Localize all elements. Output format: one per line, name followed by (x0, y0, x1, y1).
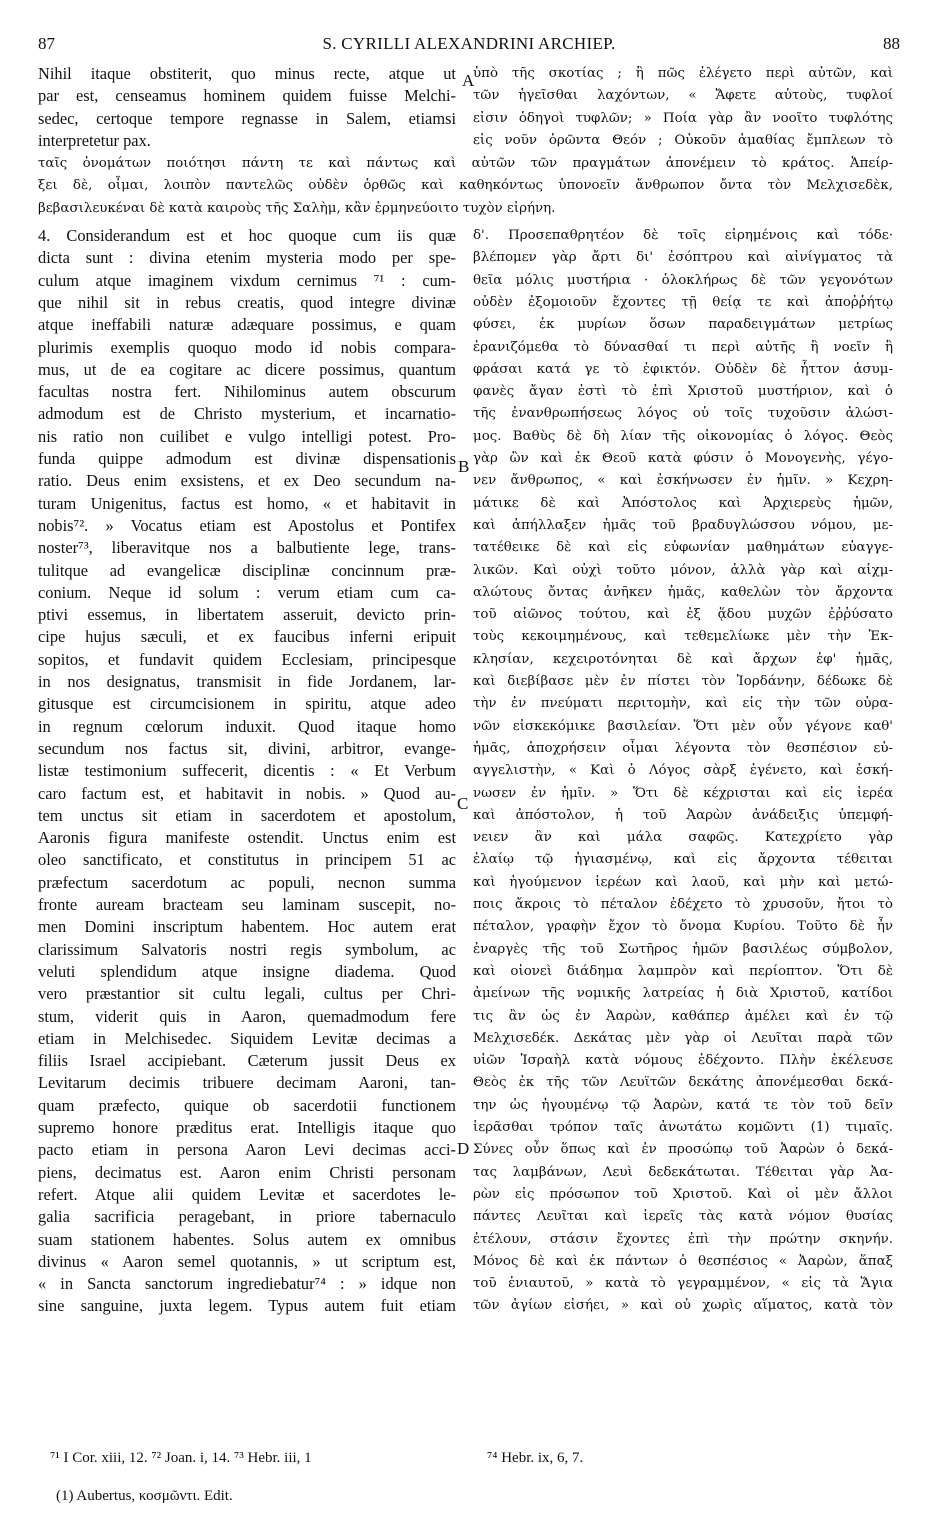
greek-main-line: τοῦ αἰῶνος τούτου, καὶ ἐξ ᾅδου μυχῶν ἐῤῥύσατο (473, 607, 893, 623)
latin-main-line: quam præfecto, quique ob sacerdotii functionem (38, 1095, 456, 1115)
greek-top-line: εἰσιν ὁδηγοὶ τυφλῶν; » Ποία γὰρ ἂν νοοῖτο τυφλότης (473, 110, 893, 126)
latin-main-line: noster⁷³, liberavitque nos a balbutiente lege, trans- (38, 538, 456, 558)
latin-main-line: ratio. Deus enim exsistens, et ex Deo secundum na- (38, 471, 456, 491)
latin-main-line: clarissimum Salvatoris nostri regis symbolum, ac (38, 939, 456, 959)
latin-main-line: secundum nos factus sit, divini, arbitror, evange- (38, 738, 456, 758)
margin-marker-b: B (458, 457, 470, 476)
greek-main-line: γὰρ ὢν καὶ ἐκ Θεοῦ κατὰ φύσιν ὁ Μονογενὴς, γέγο- (473, 451, 893, 466)
greek-main-line: ἐναργὲς τῆς τοῦ Σωτῆρος ἡμῶν βασιλέως σύμβολον, (473, 941, 893, 957)
greek-main-line: νῶν εἰσκεκόμικε βασιλείαν. Ὅτι μὲν οὖν γέγονε καθ' (473, 718, 893, 734)
greek-main-line: ἀμείνων τῆς νομικῆς λατρείας ἡ διὰ Χριστοῦ, κατίδοι (473, 986, 893, 1002)
greek-main-line: υἱῶν Ἰσραὴλ κατὰ νόμους ἐδέχοντο. Πλὴν ἐκέλευσε (473, 1053, 893, 1069)
latin-main-line: refert. Atque alii quidem Levitæ et sacerdotes le- (38, 1184, 456, 1204)
greek-main-line: την ὡς ἡγουμένῳ τῷ Ἀαρὼν, κατά τε τὸν τοῦ δεῖν (473, 1097, 893, 1113)
latin-main-line: conium. Neque id solum : verum etiam cum ca- (38, 582, 456, 602)
latin-main-line: præfectum sacerdotum ac populi, necnon summa (38, 872, 456, 892)
latin-main-line: men Domini inscriptum habentem. Hoc autem erat (38, 917, 456, 937)
latin-main-line: que nihil sit in rebus creatis, quod integre divinæ (38, 292, 456, 312)
greek-main-line: φράσαι κατά γε τὸ ἐφικτόν. Οὐδὲν δὲ ἧττον ἀσυμ- (473, 361, 893, 377)
latin-main-line: atque ineffabili naturæ adæquare possimus, e quam (38, 315, 456, 335)
greek-main-line: κλησίαν, κεχειροτόνηται δὲ καὶ ἄρχων ἐφ' ἡμᾶς, (473, 651, 893, 667)
latin-main-line: in nos designatus, transmisit in fide Jordanem, lar- (38, 672, 456, 691)
latin-main-line: mus, ut de ea cogitare ac dicere possimus, quantum (38, 359, 456, 379)
greek-main-line: δ'. Προσεπαθρητέον δὲ τοῖς εἰρημένοις καὶ τόδε· (473, 228, 893, 243)
greek-main-line: τῶν ἁγίων εἰσήει, » καὶ οὐ χωρὶς αἵματος, κατὰ τὸν (473, 1298, 893, 1314)
greek-main-line: μάτικε δὲ καὶ Ἀπόστολος καὶ Ἀρχιερεὺς ἡμῶν, (473, 495, 893, 511)
latin-main-line: oleo sanctificato, et constitutus in principem 51 ac (38, 850, 456, 870)
running-header (38, 34, 900, 58)
latin-main-line: tem unctus sit etiam in sacerdotem et apostolum, (38, 805, 456, 825)
latin-main-line: « in Sancta sanctorum ingrediebatur⁷⁴ : » idque non (38, 1274, 456, 1294)
margin-marker-c: C (457, 794, 469, 813)
greek-full-line: ταῖς ὀνομάτων ποιότησι πάντη τε καὶ πάντως καὶ αὐτῶν τῶν πραγμάτων ἀπονέμειν τὸ κράτος. Ἀπείρ- (38, 156, 893, 171)
footnotes-right: ⁷⁴ Hebr. ix, 6, 7. (487, 1450, 584, 1466)
greek-main-line: ἡμᾶς, ἀποχρήσειν οἶμαι λέγοντα τὸν θεσπέσιον εὐ- (473, 740, 893, 756)
latin-main-line: listæ testimonium suffecerit, dicentis : « Et Verbum (38, 761, 456, 781)
latin-main-line: facultas nostra fert. Nihilominus autem obscurum (38, 382, 456, 402)
greek-main-line: ἱερᾶσθαι τρόπον ταῖς ἀνωτάτω κομῶντι (1) τιμαῖς. (473, 1120, 893, 1135)
footnotes-left: ⁷¹ I Cor. xiii, 12. ⁷² Joan. i, 14. ⁷³ Hebr. iii, 1 (50, 1450, 312, 1466)
latin-main-line: caro factum est, et habitavit in nobis. » Quod au- (38, 783, 456, 803)
greek-main-line: φανὲς ἄγαν ἐστὶ τὸ ἐπὶ Χριστοῦ μυστήριον, καὶ ὁ (473, 384, 893, 400)
greek-full-line: ξει δὲ, οἶμαι, λοιπὸν παντελῶς οὐδὲν ὀρθῶς καὶ καθηκόντως ὑπονοεῖν ἄνθρωπον ὄντα τὸν Μελχισεδὲκ, (38, 178, 893, 194)
greek-main-line: νειεν ἂν καὶ μάλα σαφῶς. Κατεχρίετο γὰρ (473, 830, 893, 846)
latin-main-line: stum, viderit quis in Aaron, quemadmodum fere (38, 1006, 456, 1026)
greek-main-line: καὶ ἀπόστολον, ἡ τοῦ Ἀαρὼν ἀνάδειξις ὑπεμφή- (473, 807, 893, 823)
latin-main-line: funda quippe admodum est divinæ dispensationis (38, 449, 456, 468)
greek-main-line: μος. Βαθὺς δὲ δὴ λίαν τῆς οἰκονομίας ὁ λόγος. Θεὸς (473, 428, 893, 444)
greek-main-line: καὶ ἡγούμενον ἱερέων καὶ λαοῦ, καὶ μὴν καὶ μετώ- (473, 874, 893, 890)
greek-main-line: ρὼν εἰς πρόσωπον τοῦ Χριστοῦ. Καὶ οἱ μὲν ἄλλοι (473, 1186, 893, 1202)
greek-main-line: ἐλαίῳ τῷ ἡγιασμένῳ, καὶ εἰς ἄρχοντα τέθειται (473, 852, 893, 868)
latin-top-line: sedec, certoque tempore regnasse in Salem, etiamsi (38, 108, 456, 128)
greek-top-line: τῶν ἡγεῖσθαι λαχόντων, « Ἄφετε αὐτοὺς, τυφλοί (473, 88, 893, 104)
greek-main-line: θεῖα μόλις μυστήρια · ὁλοκλήρως δὲ τῶν γεγονότων (473, 272, 893, 288)
greek-main-line: καὶ οἱονεὶ διάδημα λαμπρὸν καὶ περίοπτον. Ὅτι δὲ (473, 963, 893, 979)
latin-main-line: plurimis exemplis quoquo modo id nobis compara- (38, 337, 456, 357)
latin-main-line: pacto etiam in persona Aaron Levi decimas acci- (38, 1140, 456, 1160)
greek-top-line: ὑπὸ τῆς σκοτίας ; ἢ πῶς ἐλέγετο περὶ αὐτῶν, καὶ (473, 66, 893, 81)
latin-main-line: gitusque est circumcisionem in spiritu, atque adeo (38, 694, 456, 714)
greek-main-line: τῆς ἐνανθρωπήσεως λόγος οὐ τοῖς τυχοῦσιν ἁλώσι- (473, 406, 893, 422)
latin-main-line: veluti splendidum atque insigne diadema. Quod (38, 961, 456, 981)
page-number-right: 88 (883, 34, 900, 53)
latin-main-line: sopitos, et fundavit quidem Ecclesiam, principesque (38, 649, 456, 669)
greek-main-line: λικῶν. Καὶ οὐχὶ τοῦτο μόνον, ἀλλὰ γὰρ καὶ αἰχμ- (473, 562, 893, 578)
greek-main-line: νεν ἄνθρωπος, « καὶ ἐσκήνωσεν ἐν ἡμῖν. » Κεχρη- (473, 473, 893, 489)
latin-main-line: tulitque ad evangelicæ disciplinæ concinnum præ- (38, 560, 456, 580)
latin-main-line: ptivi essemus, in libertatem asseruit, devicto prin- (38, 605, 456, 625)
greek-main-line: αλώτους ὄντας ἀνῆκεν ἡμᾶς, καθελὼν τὸν ἄρχοντα (473, 584, 893, 600)
greek-main-line: τις ἂν ὡς ἐν Ἀαρὼν, καθάπερ ἀμέλει καὶ ἐν τῷ (473, 1008, 893, 1024)
latin-main-line: 4. Considerandum est et hoc quoque cum iis quæ (38, 226, 456, 245)
latin-main-line: admodum est de Christo mysterium, et incarnatio- (38, 404, 456, 424)
latin-main-line: dicta sunt : divina etenim mysteria modo per spe- (38, 248, 456, 268)
latin-main-line: suam stationem habentes. Solus autem ex omnibus (38, 1229, 456, 1249)
latin-main-line: divinus « Aaron semel quotannis, » ut scriptum est, (38, 1251, 456, 1271)
greek-main-line: αγγελιστὴν, « Καὶ ὁ Λόγος σὰρξ ἐγένετο, καὶ ἐσκή- (473, 763, 893, 779)
greek-main-line: Θεὸς ἐκ τῆς τῶν Λευϊτῶν δεκάτης ἀπονέμεσθαι δεκά- (473, 1075, 893, 1091)
greek-main-line: Μελχισεδέκ. Δεκάτας μὲν γὰρ οἱ Λευῖται παρὰ τῶν (473, 1030, 893, 1046)
greek-main-line: φύσει, ἐκ μυρίων ὅσων παραδειγμάτων μετρίως (473, 317, 893, 333)
greek-main-line: νωσεν ἐν ἡμῖν. » Ὅτι δὲ κέχρισται καὶ εἰς ἱερέα (473, 785, 893, 801)
latin-main-line: nobis⁷². » Vocatus etiam est Apostolus et Pontifex (38, 515, 456, 535)
latin-top-line: interpretetur pax. (38, 130, 151, 150)
running-title: S. CYRILLI ALEXANDRINI ARCHIEP. (322, 34, 616, 53)
latin-main-line: in regnum cœlorum induxit. Quod itaque homo (38, 716, 456, 736)
greek-main-line: Σύνες οὖν ὅπως καὶ ἐν προσώπῳ τοῦ Ἀαρὼν ὁ δεκά- (473, 1142, 893, 1158)
greek-top-line: εἰς νοῦν ὁρῶντα Θεόν ; Οὐκοῦν ἁμαθίας ἔμπλεων τὸ (473, 132, 893, 148)
latin-main-line: supremo honore præditus erat. Intelligis itaque quo (38, 1118, 456, 1137)
latin-main-line: turam Unigenitus, factus est homo, « et habitavit in (38, 493, 456, 513)
latin-main-line: culum atque imaginem vixdum cernimus ⁷¹ : cum- (38, 270, 456, 290)
greek-main-line: καὶ διεβίβασε μὲν ἐν πίστει τὸν Ἰορδάνην, δέδωκε δὲ (473, 674, 893, 689)
greek-main-line: οὐδὲν ἐξομοιοῦν ἔχοντες τῇ θείᾳ τε καὶ ἀποῤῥήτῳ (473, 294, 893, 310)
greek-main-line: τατέθεικε δὲ καὶ εἰς εὐφωνίαν μαθημάτων εὐαγγε- (473, 540, 893, 556)
latin-main-line: galia sacrificia peragebant, in priore tabernaculo (38, 1207, 456, 1227)
greek-main-line: ἐρανιζόμεθα τὸ δύνασθαί τι περὶ αὐτῆς ἢ νοεῖν ἢ (473, 339, 893, 355)
greek-main-line: βλέπομεν γὰρ ἄρτι δι' ἐσόπτρου καὶ αἰνίγματος τὰ (473, 250, 893, 266)
latin-main-line: etiam in Melchisedec. Siquidem Levitæ decimas a (38, 1028, 456, 1048)
greek-main-line: ποις ἄκροις τὸ πέταλον ἐδέχετο τὸ χρυσοῦν, ἤτοι τὸ (473, 897, 893, 912)
latin-main-line: filiis Israel accipiebant. Cæterum jussit Deus ex (38, 1051, 456, 1071)
latin-top-line: par est, censeamus hominem quidem fuisse Melchi- (38, 86, 456, 106)
greek-main-line: τας λαμβάνων, Λευὶ δεδεκάτωται. Τέθειται γὰρ Ἀα- (473, 1164, 893, 1180)
editor-note: (1) Aubertus, κοσμῶντι. Edit. (56, 1488, 233, 1504)
latin-main-line: fronte auream bracteam seu laminam suscepit, no- (38, 895, 456, 914)
latin-main-line: Levitarum decimis tribuere decimam Aaroni, tan- (38, 1073, 456, 1093)
greek-main-line: πάντες Λευῖται καὶ ἱερεῖς τὰς κατὰ νόμον θυσίας (473, 1209, 893, 1225)
margin-marker-a: A (462, 71, 475, 90)
latin-main-line: Aaronis figura manifeste ostendit. Unctus enim est (38, 828, 456, 848)
latin-main-line: cipe hujus sæculi, et ex faucibus inferni eripuit (38, 627, 456, 647)
greek-main-line: τοὺς κεκοιμημένους, καὶ τεθεμελίωκε μὲν τὴν Ἐκ- (473, 629, 893, 645)
greek-main-line: τὴν ἐν πνεύματι περιτομὴν, καὶ εἰς τὴν τῶν οὐρα- (473, 696, 893, 712)
page-number-left: 87 (38, 34, 55, 53)
greek-main-line: ἐτέλουν, στάσιν ἔχοντες ἐπὶ τὴν πρώτην σκηνήν. (473, 1231, 893, 1247)
greek-main-line: καὶ ἀπήλλαξεν ἡμᾶς τοῦ βραδυγλώσσου νόμου, με- (473, 517, 893, 533)
latin-main-line: vero præstantior sit cultu legali, cultus per Chri- (38, 984, 456, 1004)
greek-full-line: βεβασιλευκέναι δὲ κατὰ καιροὺς τῆς Σαλὴμ, κἂν ἑρμηνεύοιτο τυχὸν εἰρήνη. (38, 200, 556, 216)
greek-main-line: τοῦ ἐνιαυτοῦ, » κατὰ τὸ γεγραμμένον, « εἰς τὰ Ἅγια (473, 1276, 893, 1292)
greek-main-line: Μόνος δὲ καὶ ἐκ πάντων ὁ θεσπέσιος « Ἀαρὼν, ἅπαξ (473, 1253, 893, 1269)
latin-main-line: sine sanguine, juxta legem. Typus autem fuit etiam (38, 1296, 456, 1316)
margin-marker-d: D (457, 1139, 470, 1158)
latin-main-line: piens, decimatus est. Aaron enim Christi personam (38, 1162, 456, 1182)
latin-main-line: nis ratio non cuilibet e vulgo intelligi potest. Pro- (38, 426, 456, 446)
greek-main-line: πέταλον, γραφὴν ἔχον τὸ ὄνομα Κυρίου. Τοῦτο δὲ ἦν (473, 919, 893, 935)
latin-top-line: Nihil itaque obstiterit, quo minus recte, atque ut (38, 64, 456, 83)
